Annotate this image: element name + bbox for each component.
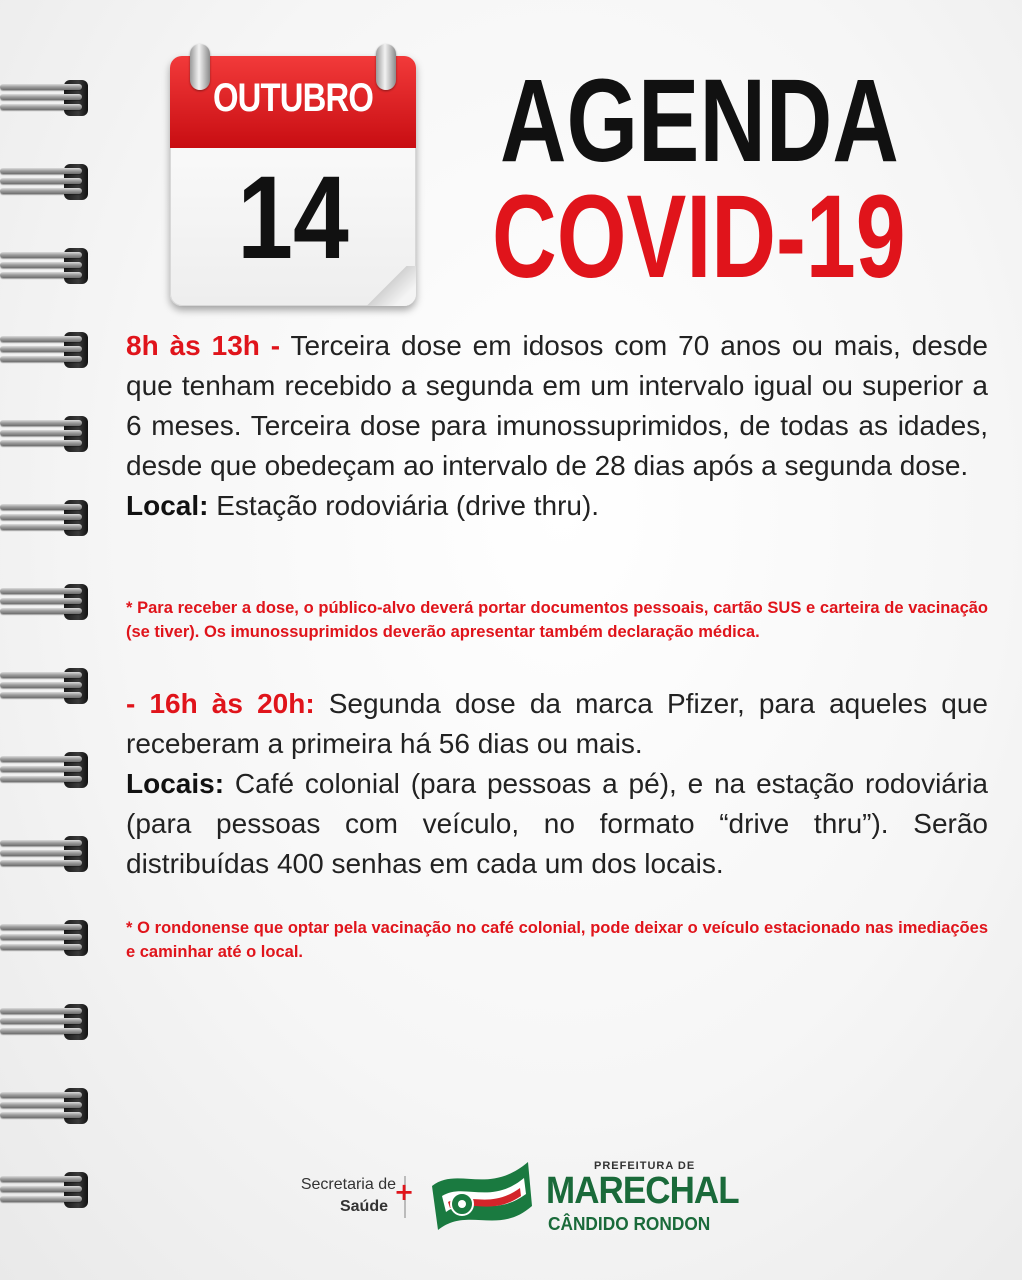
municipal-flag-icon [428,1156,536,1242]
binding-ring [0,580,92,620]
calendar-day: 14 [237,152,349,284]
headline-agenda: AGENDA [500,55,899,187]
location-label: Local: [126,490,209,521]
marechal-label: MARECHAL [546,1170,739,1212]
binding-ring [0,748,92,788]
binding-ring [0,1084,92,1124]
schedule-block-1 [126,326,988,526]
binding-ring [0,664,92,704]
schedule-2-text: Segunda dose da marca Pfizer, para aqueles que receberam a primeira há 56 dias ou mais. [126,688,988,759]
schedule-2-location [126,764,988,884]
calendar-icon [170,44,416,306]
binding-ring [0,76,92,116]
location-text: Estação rodoviária (drive thru). [208,490,600,521]
schedule-1-time: 8h às 13h - [126,330,281,361]
saude-label: Saúde [339,1198,388,1215]
binding-ring [0,160,92,200]
schedule-1-location [126,486,988,526]
prefeitura-label: PREFEITURA DE [594,1160,696,1172]
schedule-1-text: Terceira dose em idosos com 70 anos ou mais, desde que tenham recebido a segunda em um intervalo igual ou superior a 6 meses. Terceira dose para imunossuprimidos, de todas as idades, desde que obedeçam ao intervalo de 28 dias após a segunda dose. [126,330,988,481]
binding-ring [0,496,92,536]
health-cross-icon: + [394,1178,415,1206]
schedule-2-description [126,684,988,764]
spiral-binding [0,0,110,1280]
binding-ring [0,244,92,284]
schedule-2-note: * O rondonense que optar pela vacinação no café colonial, pode deixar o veículo estacionado nas imediações e caminhar até o local. [126,919,988,961]
calendar-ring-left [190,44,210,90]
binding-ring [0,328,92,368]
footer-logos [280,1150,750,1250]
calendar-month: OUTUBRO [212,76,374,120]
locations-label: Locais: [126,768,225,799]
schedule-1-note: * Para receber a dose, o público-alvo deverá portar documentos pessoais, cartão SUS e carteira de vacinação (se tiver). Os imunossuprimidos deverão apresentar também declaração médica. [126,599,988,641]
binding-ring [0,916,92,956]
candido-rondon-label: CÂNDIDO RONDON [548,1214,711,1234]
schedule-1-description [126,326,988,486]
binding-ring [0,1000,92,1040]
schedule-block-2 [126,684,988,884]
schedule-2-time: - 16h às 20h: [126,688,315,719]
page-curl [356,266,416,306]
secretaria-label: Secretaria de [300,1176,396,1193]
binding-ring [0,412,92,452]
calendar-ring-right [376,44,396,90]
binding-ring [0,832,92,872]
headline-covid: COVID-19 [492,171,906,303]
calendar-card [170,56,416,306]
locations-text: Café colonial (para pessoas a pé), e na estação rodoviária (para pessoas com veículo, no formato “drive thru”). Serão distribuídas 400 senhas em cada um dos locais. [126,768,988,879]
binding-ring [0,1168,92,1208]
